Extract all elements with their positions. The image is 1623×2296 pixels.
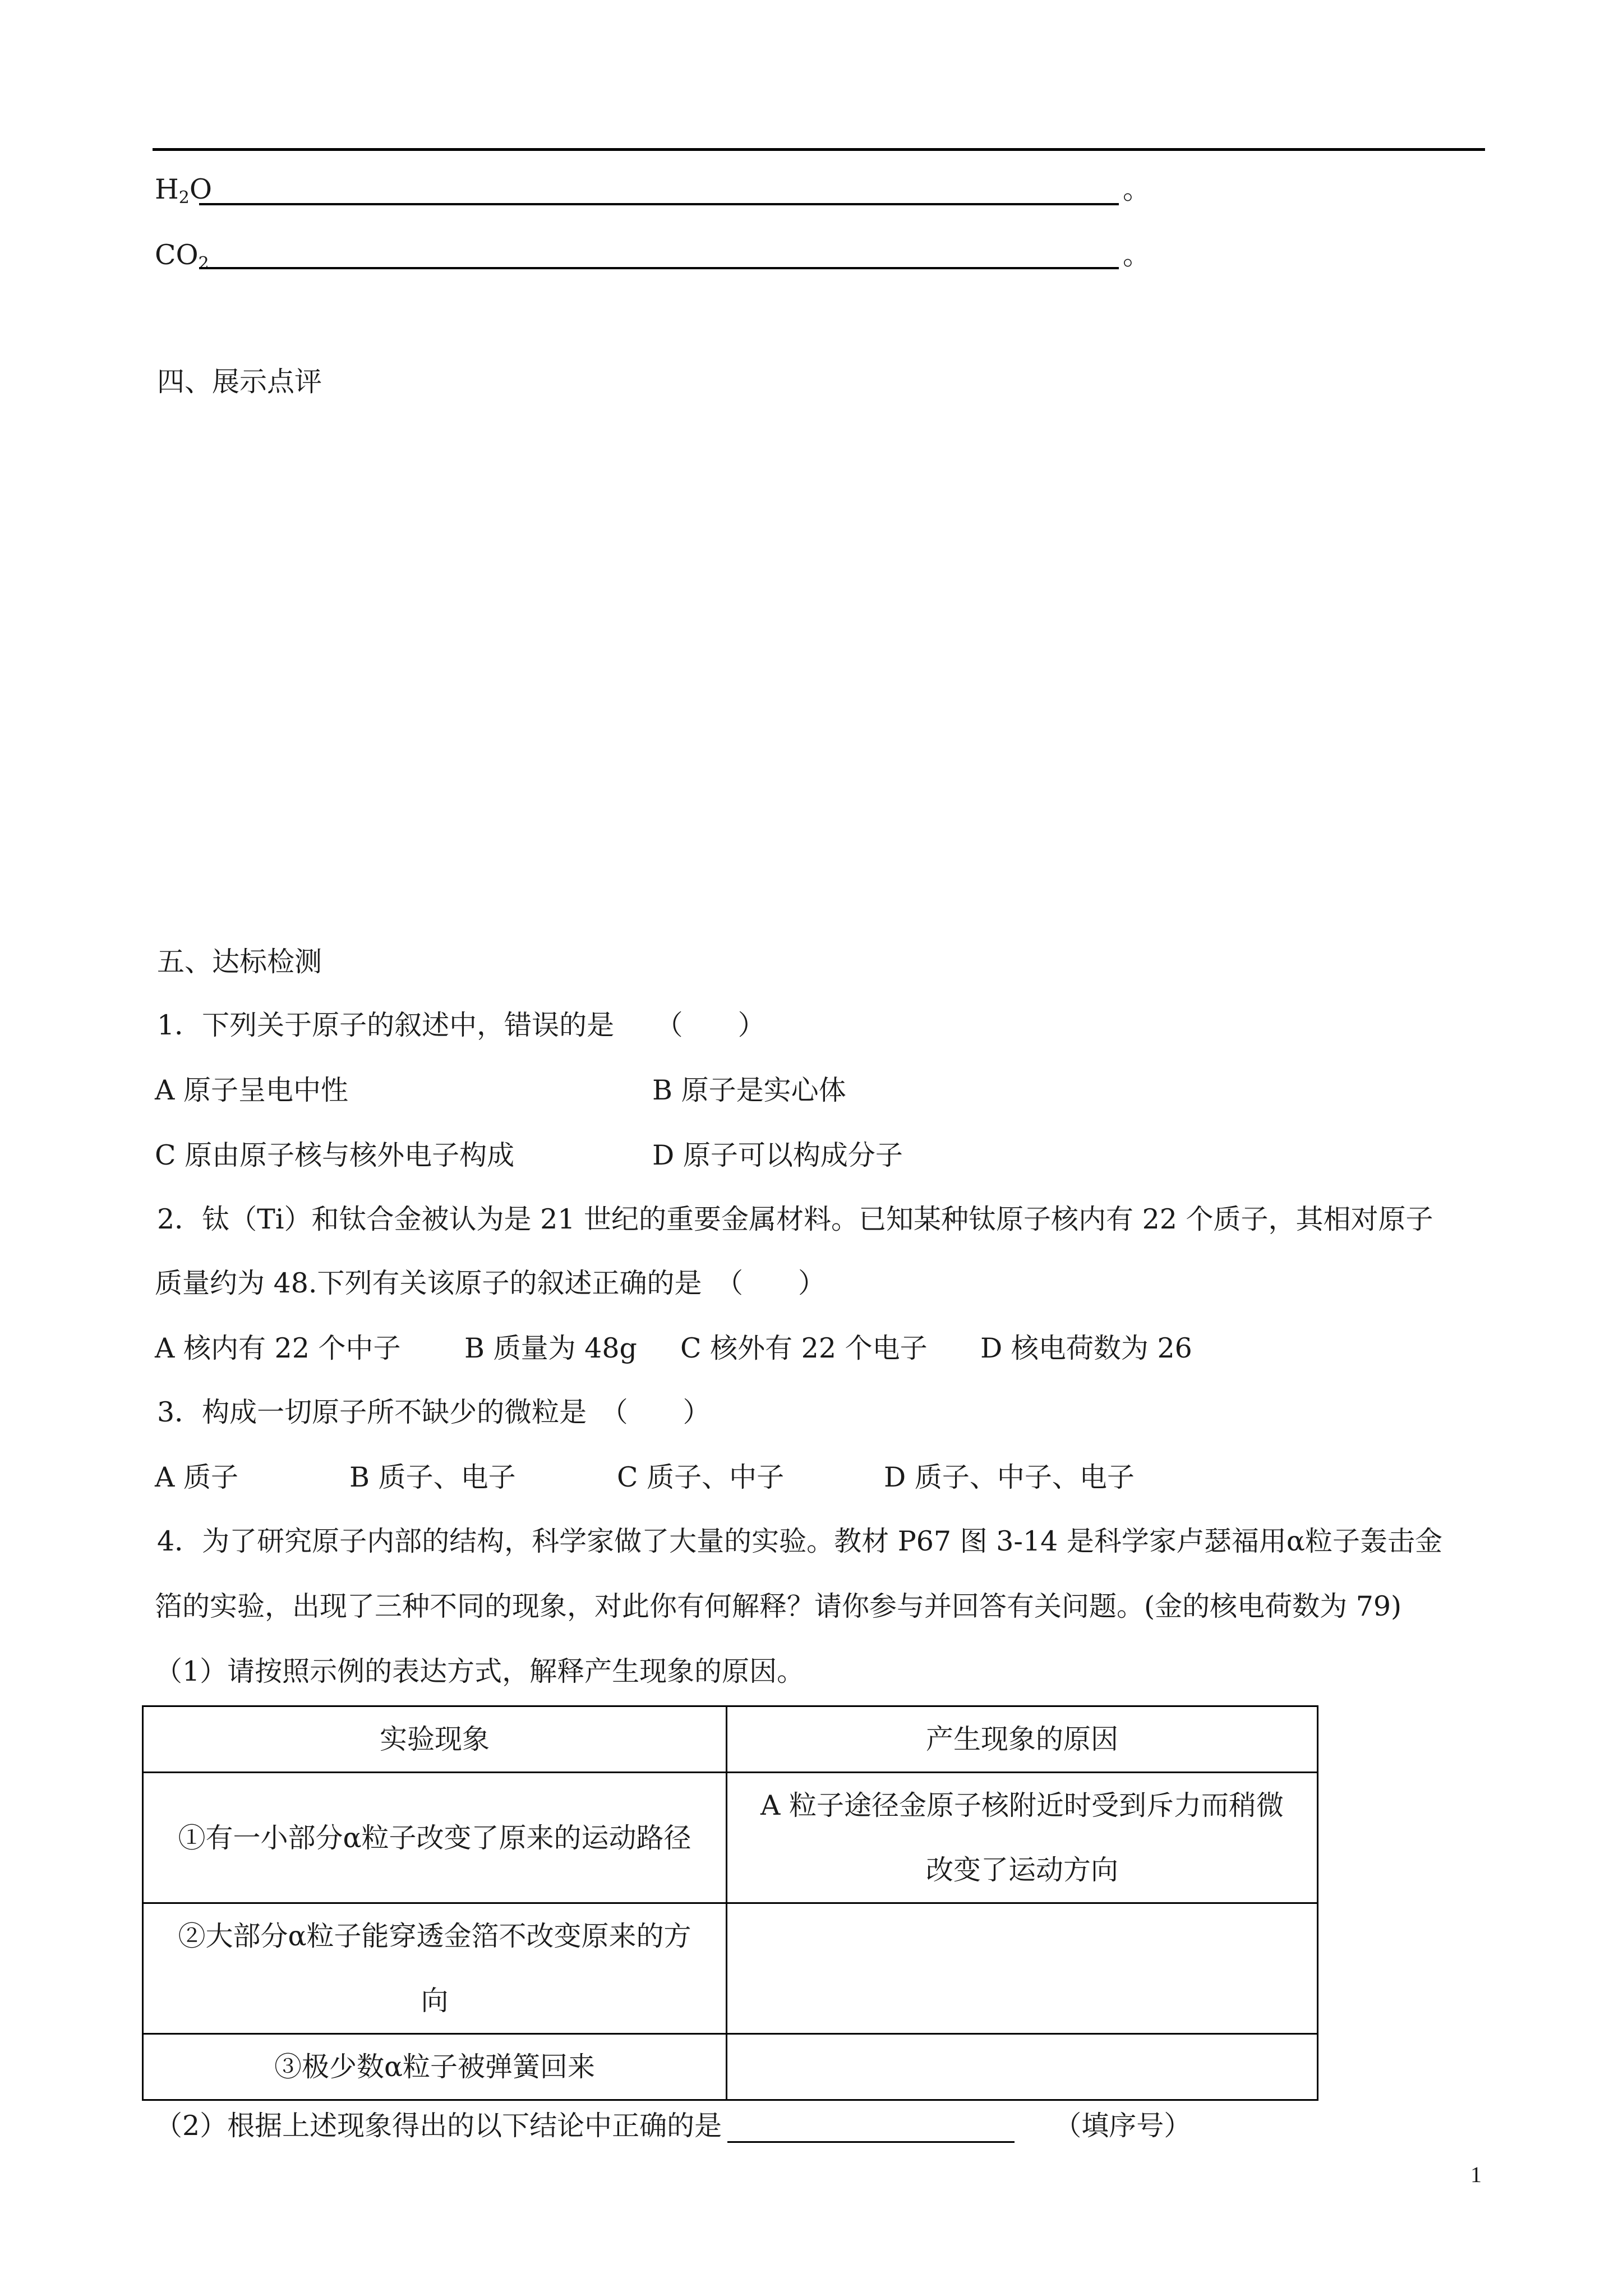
co2-answer-line[interactable] bbox=[199, 267, 1119, 269]
row2-phenomenon: ②大部分α粒子能穿透金箔不改变原来的方 向 bbox=[143, 1903, 727, 2034]
table-header-phenomenon: 实验现象 bbox=[143, 1706, 727, 1773]
row1-reason: A 粒子途径金原子核附近时受到斥力而稍微 改变了运动方向 bbox=[727, 1773, 1318, 1903]
q3-stem: 3．构成一切原子所不缺少的微粒是 （ ） bbox=[157, 1396, 711, 1428]
q4-sub2-answer-blank[interactable] bbox=[727, 2116, 1015, 2143]
q1-option-c: C 原由原子核与核外电子构成 bbox=[155, 1139, 515, 1171]
q3-option-c: C 质子、中子 bbox=[617, 1461, 785, 1493]
q4-sub2: （2）根据上述现象得出的以下结论中正确的是 （填序号） bbox=[155, 2110, 1192, 2142]
q3-option-d: D 质子、中子、电子 bbox=[884, 1461, 1135, 1493]
formula-co2: $CO_2$ bbox=[155, 239, 209, 273]
row1-phenomenon: ①有一小部分α粒子改变了原来的运动路径 bbox=[143, 1773, 727, 1903]
table-row bbox=[143, 1773, 1318, 1903]
q1-option-a: A 原子呈电中性 bbox=[155, 1074, 348, 1106]
co2-period: 。 bbox=[1123, 239, 1151, 271]
h2o-period: 。 bbox=[1123, 173, 1151, 205]
formula-h2o: $H_2O$ bbox=[155, 173, 212, 208]
h2o-answer-line[interactable] bbox=[199, 203, 1119, 205]
q2-option-b: B 质量为 48g bbox=[464, 1332, 637, 1364]
table-row bbox=[143, 1903, 1318, 2034]
q4-sub1: （1）请按照示例的表达方式，解释产生现象的原因。 bbox=[155, 1655, 805, 1687]
table-header-row bbox=[143, 1706, 1318, 1773]
q2-option-d: D 核电荷数为 26 bbox=[980, 1332, 1192, 1364]
q3-option-b: B 质子、电子 bbox=[349, 1461, 516, 1493]
phenomenon-table bbox=[142, 1705, 1318, 2101]
q2-option-c: C 核外有 22 个电子 bbox=[680, 1332, 928, 1364]
section5-title: 五、达标检测 bbox=[157, 946, 322, 978]
q3-option-a: A 质子 bbox=[155, 1461, 238, 1493]
q1-option-b: B 原子是实心体 bbox=[652, 1074, 846, 1106]
q1-stem: 1．下列关于原子的叙述中，错误的是 （ ） bbox=[157, 1009, 766, 1041]
row3-phenomenon: ③极少数α粒子被弹簧回来 bbox=[143, 2034, 727, 2100]
q4-stem-line2: 箔的实验，出现了三种不同的现象，对此你有何解释？请你参与并回答有关问题。(金的核电荷数为 79) bbox=[155, 1590, 1402, 1622]
q4-stem-line1: 4．为了研究原子内部的结构，科学家做了大量的实验。教材 P67 图 3-14 是科学家卢瑟福用α粒子轰击金 bbox=[157, 1525, 1442, 1557]
table-header-reason: 产生现象的原因 bbox=[727, 1706, 1318, 1773]
page-number: 1 bbox=[1470, 2162, 1482, 2187]
q1-option-d: D 原子可以构成分子 bbox=[652, 1139, 903, 1171]
q2-stem-line2: 质量约为 48.下列有关该原子的叙述正确的是 （ ） bbox=[155, 1267, 826, 1299]
q2-stem-line1: 2．钛（Ti）和钛合金被认为是 21 世纪的重要金属材料。已知某种钛原子核内有 22 个质子，其相对原子 bbox=[157, 1203, 1433, 1235]
section4-title: 四、展示点评 bbox=[157, 366, 322, 398]
q2-option-a: A 核内有 22 个中子 bbox=[155, 1332, 401, 1364]
table-row bbox=[143, 2034, 1318, 2100]
header-rule bbox=[153, 148, 1485, 151]
row3-reason[interactable] bbox=[727, 2034, 1318, 2100]
row2-reason[interactable] bbox=[727, 1903, 1318, 2034]
